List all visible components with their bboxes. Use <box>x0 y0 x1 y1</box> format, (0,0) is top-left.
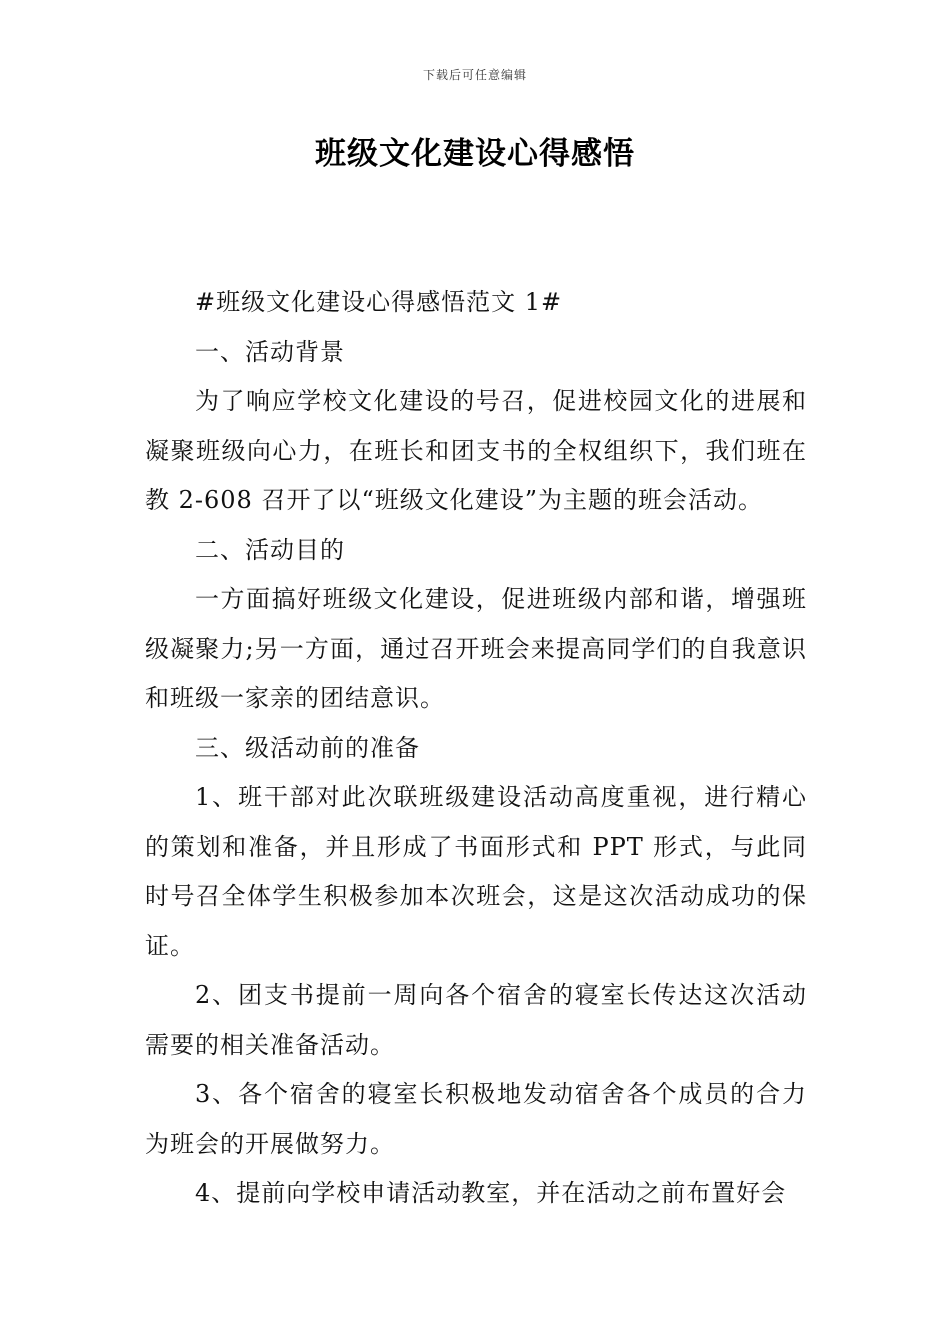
document-title: 班级文化建设心得感悟 <box>315 136 635 172</box>
document-body <box>145 278 807 1219</box>
heading-background: 一、活动背景 <box>195 337 345 366</box>
page-header-note: 下载后可任意编辑 <box>422 68 527 82</box>
preparation-item-2: 2、团支书提前一周向各个宿舍的寝室长传达这次活动需要的相关准备活动。 <box>145 981 807 1059</box>
section-subtitle: #班级文化建设心得感悟范文 1# <box>195 288 563 316</box>
preparation-item-3: 3、各个宿舍的寝室长积极地发动宿舍各个成员的合力为班会的开展做努力。 <box>145 1080 807 1158</box>
heading-preparation: 三、级活动前的准备 <box>195 733 420 762</box>
preparation-item-1: 1、班干部对此次联班级建设活动高度重视，进行精心的策划和准备，并且形成了书面形式和 PPT 形式，与此同时号召全体学生积极参加本次班会，这是这次活动成功的保证。 <box>145 783 807 960</box>
heading-purpose: 二、活动目的 <box>195 535 345 564</box>
preparation-item-4: 4、提前向学校申请活动教室，并在活动之前布置好会 <box>195 1179 787 1207</box>
paragraph-background: 为了响应学校文化建设的号召，促进校园文化的进展和凝聚班级向心力，在班长和团支书的全权组织下，我们班在教 2-608 召开了以“班级文化建设”为主题的班会活动。 <box>145 387 807 514</box>
paragraph-purpose: 一方面搞好班级文化建设，促进班级内部和谐，增强班级凝聚力;另一方面，通过召开班会来提高同学们的自我意识和班级一家亲的团结意识。 <box>145 585 807 712</box>
